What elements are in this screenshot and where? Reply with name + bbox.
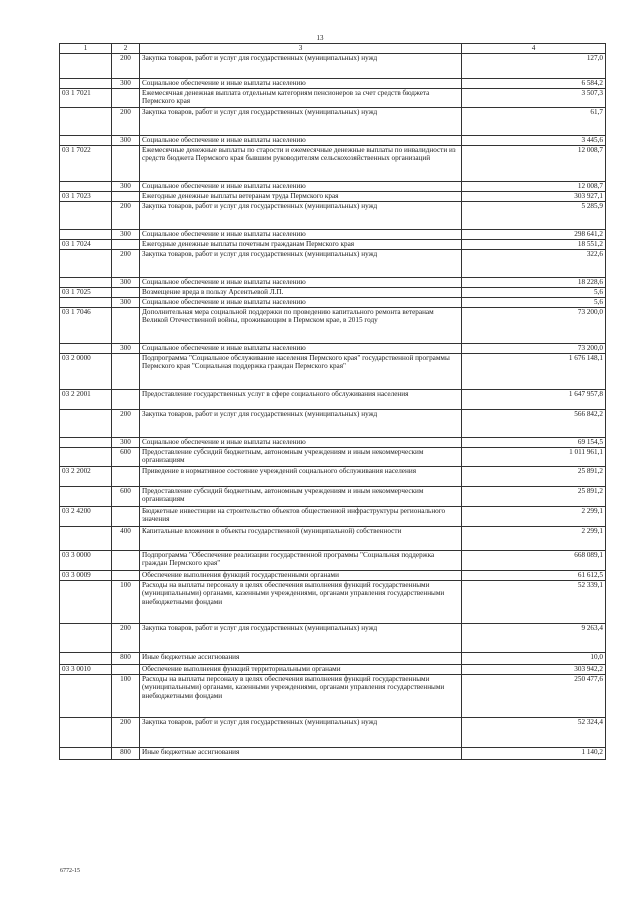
- row-code: 03 2 2002: [60, 466, 112, 486]
- row-amount: 18 551,2: [462, 239, 606, 249]
- row-code: 03 1 7021: [60, 88, 112, 107]
- row-amount: 5 285,9: [462, 201, 606, 229]
- row-expense-type: [112, 389, 140, 409]
- row-name: Обеспечение выполнения функций территориальными органами: [140, 664, 462, 674]
- table-row: [60, 580, 606, 623]
- row-amount: 322,6: [462, 249, 606, 277]
- row-expense-type: [112, 506, 140, 526]
- row-expense-type: 300: [112, 277, 140, 287]
- row-expense-type: 800: [112, 747, 140, 759]
- row-name: Ежегодные денежные выплаты ветеранам труда Пермского края: [140, 191, 462, 201]
- table-row: [60, 145, 606, 181]
- table-row: [60, 297, 606, 307]
- row-amount: 52 339,1: [462, 580, 606, 623]
- row-expense-type: 300: [112, 437, 140, 447]
- row-name: Возмещение вреда в пользу Арсентьевой Л.П.: [140, 287, 462, 297]
- row-name: Дополнительная мера социальной поддержки по проведению капитального ремонта ветеранам Великой Отечественной войны, проживающим в Пермском крае, в 2015 году: [140, 307, 462, 343]
- row-name: Закупка товаров, работ и услуг для государственных (муниципальных) нужд: [140, 249, 462, 277]
- row-expense-type: 200: [112, 107, 140, 135]
- row-amount: 25 891,2: [462, 486, 606, 506]
- table-row: [60, 239, 606, 249]
- row-expense-type: [112, 307, 140, 343]
- row-name: Расходы на выплаты персоналу в целях обеспечения выполнения функций государственными (муниципальными) органами, казенными учреждениями, органами управления государственными внебюджетными фондами: [140, 580, 462, 623]
- row-expense-type: 300: [112, 135, 140, 145]
- table-row: [60, 550, 606, 570]
- table-row: [60, 107, 606, 135]
- row-name: Социальное обеспечение и иные выплаты населению: [140, 181, 462, 191]
- row-expense-type: [112, 88, 140, 107]
- row-amount: 127,0: [462, 53, 606, 78]
- row-amount: 303 927,1: [462, 191, 606, 201]
- row-amount: 3 507,3: [462, 88, 606, 107]
- table-row: [60, 307, 606, 343]
- budget-table: [59, 43, 606, 760]
- row-amount: 250 477,6: [462, 674, 606, 717]
- row-amount: 52 324,4: [462, 717, 606, 747]
- row-expense-type: 300: [112, 229, 140, 239]
- row-code: [60, 135, 112, 145]
- row-name: Закупка товаров, работ и услуг для государственных (муниципальных) нужд: [140, 201, 462, 229]
- row-name: Ежемесячные денежные выплаты по старости и ежемесячные денежные выплаты по инвалидности из средств бюджета Пермского края бывшим руководителям сельскохозяйственных организаций: [140, 145, 462, 181]
- row-code: 03 2 2001: [60, 389, 112, 409]
- row-amount: 25 891,2: [462, 466, 606, 486]
- row-name: Социальное обеспечение и иные выплаты населению: [140, 229, 462, 239]
- row-name: Социальное обеспечение и иные выплаты населению: [140, 437, 462, 447]
- table-row: [60, 277, 606, 287]
- row-name: Закупка товаров, работ и услуг для государственных (муниципальных) нужд: [140, 409, 462, 437]
- table-row: [60, 447, 606, 466]
- row-code: [60, 343, 112, 353]
- table-row: [60, 229, 606, 239]
- table-header-row: [60, 44, 606, 54]
- row-amount: 12 008,7: [462, 181, 606, 191]
- table-row: [60, 287, 606, 297]
- table-row: [60, 652, 606, 664]
- row-code: 03 1 7046: [60, 307, 112, 343]
- row-name: Социальное обеспечение и иные выплаты населению: [140, 135, 462, 145]
- row-code: [60, 526, 112, 550]
- row-name: Бюджетные инвестиции на строительство объектов общественной инфраструктуры регионального значения: [140, 506, 462, 526]
- row-expense-type: [112, 353, 140, 389]
- row-code: [60, 747, 112, 759]
- row-code: [60, 437, 112, 447]
- row-expense-type: 200: [112, 409, 140, 437]
- row-name: Предоставление субсидий бюджетным, автономным учреждениям и иным некоммерческим организациям: [140, 486, 462, 506]
- row-code: [60, 277, 112, 287]
- row-amount: 73 200,0: [462, 307, 606, 343]
- row-code: 03 1 7022: [60, 145, 112, 181]
- table-row: [60, 506, 606, 526]
- row-name: Социальное обеспечение и иные выплаты населению: [140, 277, 462, 287]
- table-row: [60, 389, 606, 409]
- row-code: [60, 53, 112, 78]
- row-amount: 6 584,2: [462, 78, 606, 88]
- row-amount: 5,6: [462, 287, 606, 297]
- row-expense-type: 300: [112, 78, 140, 88]
- row-code: 03 2 4200: [60, 506, 112, 526]
- row-amount: 1 011 961,1: [462, 447, 606, 466]
- header-col-2: 2: [112, 44, 140, 54]
- row-code: 03 3 0010: [60, 664, 112, 674]
- row-amount: 10,0: [462, 652, 606, 664]
- row-code: [60, 297, 112, 307]
- row-name: Приведение в нормативное состояние учреждений социального обслуживания населения: [140, 466, 462, 486]
- row-expense-type: 400: [112, 526, 140, 550]
- table-row: [60, 437, 606, 447]
- row-expense-type: 200: [112, 249, 140, 277]
- row-amount: 1 676 148,1: [462, 353, 606, 389]
- row-name: Закупка товаров, работ и услуг для государственных (муниципальных) нужд: [140, 53, 462, 78]
- table-row: [60, 181, 606, 191]
- row-code: 03 3 0000: [60, 550, 112, 570]
- row-code: 03 3 0009: [60, 570, 112, 580]
- table-row: [60, 343, 606, 353]
- table-row: [60, 664, 606, 674]
- row-expense-type: 100: [112, 674, 140, 717]
- row-expense-type: 300: [112, 181, 140, 191]
- row-code: [60, 78, 112, 88]
- row-expense-type: 300: [112, 297, 140, 307]
- row-expense-type: 100: [112, 580, 140, 623]
- row-name: Иные бюджетные ассигнования: [140, 747, 462, 759]
- table-row: [60, 674, 606, 717]
- row-amount: 12 008,7: [462, 145, 606, 181]
- row-name: Подпрограмма "Социальное обслуживание населения Пермского края" государственной программы Пермского края "Социальная поддержка граждан Пермского края": [140, 353, 462, 389]
- row-amount: 1 140,2: [462, 747, 606, 759]
- row-name: Предоставление субсидий бюджетным, автономным учреждениям и иным некоммерческим организациям: [140, 447, 462, 466]
- table-row: [60, 486, 606, 506]
- table-row: [60, 201, 606, 229]
- row-name: Предоставление государственных услуг в сфере социального обслуживания населения: [140, 389, 462, 409]
- row-expense-type: 600: [112, 447, 140, 466]
- row-amount: 73 200,0: [462, 343, 606, 353]
- row-code: [60, 409, 112, 437]
- row-expense-type: [112, 570, 140, 580]
- row-amount: 61,7: [462, 107, 606, 135]
- table-row: [60, 88, 606, 107]
- header-col-3: 3: [140, 44, 462, 54]
- table-row: [60, 526, 606, 550]
- header-col-4: 4: [462, 44, 606, 54]
- document-code: 6772-15: [60, 868, 80, 874]
- row-amount: 303 942,2: [462, 664, 606, 674]
- row-code: [60, 447, 112, 466]
- row-amount: 566 842,2: [462, 409, 606, 437]
- table-row: [60, 717, 606, 747]
- table-row: [60, 747, 606, 759]
- row-code: [60, 249, 112, 277]
- row-amount: 298 641,2: [462, 229, 606, 239]
- row-code: [60, 107, 112, 135]
- row-expense-type: [112, 466, 140, 486]
- row-code: 03 2 0000: [60, 353, 112, 389]
- row-name: Ежемесячная денежная выплата отдельным категориям пенсионеров за счет средств бюджета Пермского края: [140, 88, 462, 107]
- row-expense-type: 200: [112, 53, 140, 78]
- row-expense-type: 800: [112, 652, 140, 664]
- row-amount: 9 263,4: [462, 623, 606, 652]
- row-name: Расходы на выплаты персоналу в целях обеспечения выполнения функций государственными (муниципальными) органами, казенными учреждениями, органами управления государственными внебюджетными фондами: [140, 674, 462, 717]
- row-amount: 2 299,1: [462, 506, 606, 526]
- table-row: [60, 191, 606, 201]
- row-code: [60, 652, 112, 664]
- table-row: [60, 53, 606, 78]
- table-row: [60, 135, 606, 145]
- row-expense-type: 200: [112, 201, 140, 229]
- row-expense-type: 200: [112, 717, 140, 747]
- row-name: Иные бюджетные ассигнования: [140, 652, 462, 664]
- table-row: [60, 353, 606, 389]
- row-name: Социальное обеспечение и иные выплаты населению: [140, 297, 462, 307]
- row-amount: 69 154,5: [462, 437, 606, 447]
- row-name: Обеспечение выполнения функций государственными органами: [140, 570, 462, 580]
- table-row: [60, 249, 606, 277]
- row-amount: 1 647 957,8: [462, 389, 606, 409]
- row-expense-type: 600: [112, 486, 140, 506]
- row-name: Ежегодные денежные выплаты почетным гражданам Пермского края: [140, 239, 462, 249]
- row-code: [60, 486, 112, 506]
- row-amount: 18 228,6: [462, 277, 606, 287]
- row-expense-type: [112, 145, 140, 181]
- row-name: Закупка товаров, работ и услуг для государственных (муниципальных) нужд: [140, 717, 462, 747]
- table-row: [60, 78, 606, 88]
- row-expense-type: 300: [112, 343, 140, 353]
- row-expense-type: [112, 239, 140, 249]
- row-amount: 2 299,1: [462, 526, 606, 550]
- header-col-1: 1: [60, 44, 112, 54]
- table-row: [60, 466, 606, 486]
- row-name: Подпрограмма "Обеспечение реализации государственной программы "Социальная поддержка граждан Пермского края": [140, 550, 462, 570]
- row-name: Социальное обеспечение и иные выплаты населению: [140, 78, 462, 88]
- table-row: [60, 623, 606, 652]
- row-expense-type: [112, 287, 140, 297]
- row-code: 03 1 7024: [60, 239, 112, 249]
- row-name: Капитальные вложения в объекты государственной (муниципальной) собственности: [140, 526, 462, 550]
- row-amount: 668 089,1: [462, 550, 606, 570]
- page-number: 13: [316, 34, 324, 42]
- row-name: Закупка товаров, работ и услуг для государственных (муниципальных) нужд: [140, 107, 462, 135]
- row-amount: 5,6: [462, 297, 606, 307]
- row-code: 03 1 7023: [60, 191, 112, 201]
- row-code: [60, 717, 112, 747]
- row-name: Закупка товаров, работ и услуг для государственных (муниципальных) нужд: [140, 623, 462, 652]
- table-row: [60, 570, 606, 580]
- row-name: Социальное обеспечение и иные выплаты населению: [140, 343, 462, 353]
- row-expense-type: [112, 191, 140, 201]
- row-code: [60, 181, 112, 191]
- row-code: 03 1 7025: [60, 287, 112, 297]
- row-code: [60, 580, 112, 623]
- row-expense-type: [112, 550, 140, 570]
- row-code: [60, 201, 112, 229]
- row-expense-type: 200: [112, 623, 140, 652]
- row-code: [60, 674, 112, 717]
- row-code: [60, 229, 112, 239]
- row-amount: 3 445,6: [462, 135, 606, 145]
- table-row: [60, 409, 606, 437]
- row-expense-type: [112, 664, 140, 674]
- row-amount: 61 612,5: [462, 570, 606, 580]
- row-code: [60, 623, 112, 652]
